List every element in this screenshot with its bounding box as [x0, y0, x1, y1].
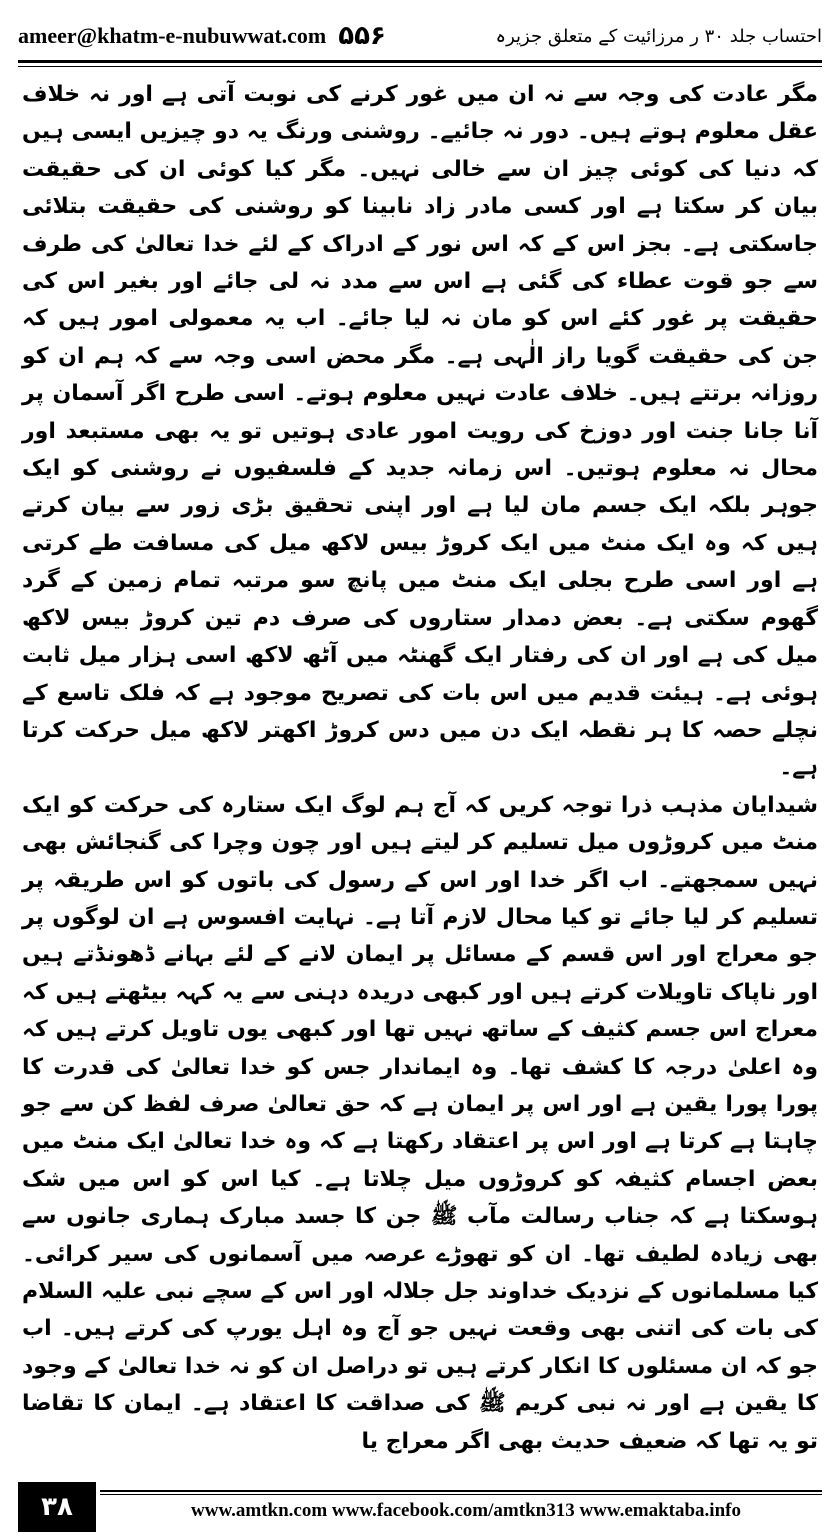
page-header	[18, 14, 822, 58]
header-page-number: ۵۵۶	[338, 21, 386, 51]
header-rule-thick	[18, 60, 822, 63]
header-email: ameer@khatm-e-nubuwwat.com	[18, 23, 327, 48]
paragraph-1: مگر عادت کی وجہ سے نہ ان میں غور کرنے کی نوبت آتی ہے اور نہ خلاف عقل معلوم ہوتے ہیں۔ دور نہ جائیے۔ روشنی ورنگ یہ دو چیزیں ایسی ہیں کہ دنیا کی کوئی چیز ان سے خالی نہیں۔ مگر کیا کوئی ان کی حقیقت بیان کر سکتا ہے اور کسی مادر زاد نابینا کو روشنی کی حقیقت بتلائی جاسکتی ہے۔ بجز اس کے کہ اس نور کے ادراک کے لئے خدا تعالیٰ کی طرف سے جو قوت عطاء کی گئی ہے اس سے مدد نہ لی جائے اور بغیر اس کی حقیقت پر غور کئے اس کو مان نہ لیا جائے۔ اب یہ معمولی امور ہیں کہ جن کی حقیقت گویا راز الٰہی ہے۔ مگر محض اسی وجہ سے کہ ہم ان کو روزانہ برتتے ہیں۔ خلاف عادت نہیں معلوم ہوتے۔ اسی طرح اگر آسمان پر آنا جانا جنت اور دوزخ کی رویت امور عادی ہوتیں تو یہ بھی مستبعد اور محال نہ معلوم ہوتیں۔ اس زمانہ جدید کے فلسفیوں نے روشنی کو ایک جوہر بلکہ ایک جسم مان لیا ہے اور اپنی تحقیق بڑی زور سے بیان کرتے ہیں کہ وہ ایک منٹ میں ایک کروڑ بیس لاکھ میل کی مسافت طے کرتی ہے اور اسی طرح بجلی ایک منٹ میں پانچ سو مرتبہ تمام زمین کے گرد گھوم سکتی ہے۔ بعض دمدار ستاروں کی صرف دم تین کروڑ بیس لاکھ میل کی ہے اور ان کی رفتار ایک گھنٹہ میں آٹھ لاکھ اسی ہزار میل ثابت ہوئی ہے۔ ہیئت قدیم میں اس بات کی تصریح موجود ہے کہ فلک تاسع کے نچلے حصہ کا ہر نقطہ ایک دن میں دس کروڑ اکھتر لاکھ میل حرکت کرتا ہے۔	[22, 82, 818, 781]
footer-rule-thick	[100, 1490, 822, 1492]
body-text	[22, 76, 818, 1460]
header-left-group	[18, 21, 386, 51]
footer-links: www.amtkn.com www.facebook.com/amtkn313 www.emaktaba.info	[191, 1500, 741, 1521]
header-rule-thin	[18, 66, 822, 67]
paragraph-2: شیدایان مذہب ذرا توجہ کریں کہ آج ہم لوگ ایک ستارہ کی حرکت کو ایک منٹ میں کروڑوں میل تسلیم کر لیتے ہیں اور چون وچرا کی گنجائش بھی نہیں سمجھتے۔ اب اگر خدا اور اس کے رسول کی باتوں کو اس طریقہ پر تسلیم کر لیا جائے تو کیا محال لازم آتا ہے۔ نہایت افسوس ہے ان لوگوں پر جو معراج اور اس قسم کے مسائل پر ایمان لانے کے لئے بہانے ڈھونڈتے ہیں اور ناپاک تاویلات کرتے ہیں اور کبھی دریدہ دہنی سے یہ کہہ بیٹھتے ہیں کہ معراج اس جسم کثیف کے ساتھ نہیں تھا اور کبھی یوں تاویل کرتے ہیں کہ وہ اعلیٰ درجہ کا کشف تھا۔ وہ ایماندار جس کو خدا تعالیٰ کی قدرت کا پورا پورا یقین ہے اور اس پر ایمان ہے کہ حق تعالیٰ صرف لفظ کن سے جو چاہتا ہے کرتا ہے اور اس پر اعتقاد رکھتا ہے کہ وہ خدا تعالیٰ ایک منٹ میں بعض اجسام کثیفہ کو کروڑوں میل چلاتا ہے۔ کیا اس کو اس میں شک ہوسکتا ہے کہ جناب رسالت مآب ﷺ جن کا جسد مبارک ہماری جانوں سے بھی زیادہ لطیف تھا۔ ان کو تھوڑے عرصہ میں آسمانوں کی سیر کرائی۔ کیا مسلمانوں کے نزدیک خداوند جل جلالہ اور اس کے سچے نبی علیہ السلام کی بات کی اتنی بھی وقعت نہیں جو آج وہ اہل یورپ کی کرتے ہیں۔ اب جو کہ ان مسئلوں کا انکار کرتے ہیں تو دراصل ان کو نہ خدا تعالیٰ کے وجود کا یقین ہے اور نہ نبی کریم ﷺ کی صداقت کا اعتقاد ہے۔ ایمان کا تقاضا تو یہ تھا کہ ضعیف حدیث بھی اگر معراج یا	[22, 792, 818, 1454]
header-title: احتساب جلد ۳۰ ر مرزائیت کے متعلق جزیرہ	[495, 25, 822, 47]
footer-rule-thin	[100, 1494, 822, 1495]
footer-page-number: ۳۸	[18, 1482, 96, 1532]
